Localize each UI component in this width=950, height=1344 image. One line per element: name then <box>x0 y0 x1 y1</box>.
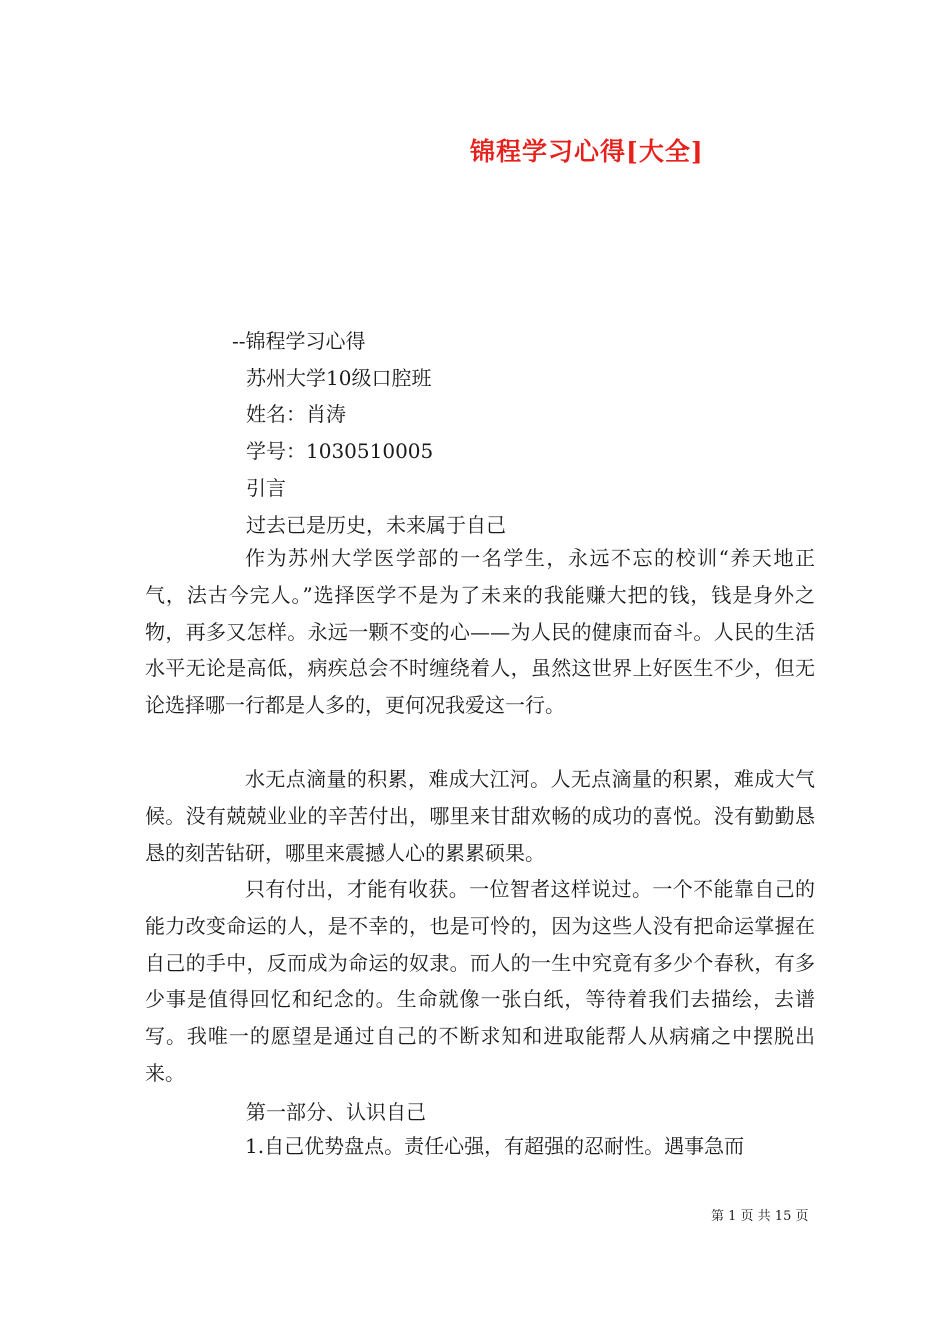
subtitle: --锦程学习心得 <box>232 329 366 353</box>
motto-line: 过去已是历史，未来属于自己 <box>246 513 506 537</box>
paragraph: 只有付出，才能有收获。一位智者这样说过。一个不能靠自己的能力改变命运的人，是不幸的，也是可怜的，因为这些人没有把命运掌握在自己的手中，反而成为命运的奴隶。而人的一生中究竟有多少个春秋，有多少事是值得回忆和纪念的。生命就像一张白纸，等待着我们去描绘，去谱写。我唯一的愿望是通过自己的不断求知和进取能帮人从病痛之中摆脱出来。 <box>145 877 815 1085</box>
paragraph: 作为苏州大学医学部的一名学生，永远不忘的校训“养天地正气，法古今完人。”选择医学不是为了未来的我能赚大把的钱，钱是身外之物，再多又怎样。永远一颗不变的心——为人民的健康而奋斗。人民的生活水平无论是高低，病疾总会不时缠绕着人，虽然这世界上好医生不少，但无论选择哪一行都是人多的，更何况我爱这一行。 <box>145 546 815 718</box>
paragraph-continued: 1.自己优势盘点。责任心强，有超强的忍耐性。遇事急而 <box>245 1134 745 1158</box>
student-id-line: 学号：1030510005 <box>246 439 434 463</box>
paragraph: 水无点滴量的积累，难成大江河。人无点滴量的积累，难成大气候。没有兢兢业业的辛苦付出，哪里来甘甜欢畅的成功的喜悦。没有勤勤恳恳的刻苦钻研，哪里来震撼人心的累累硕果。 <box>145 767 815 865</box>
name-line: 姓名：肖涛 <box>246 402 346 426</box>
document-title: 锦程学习心得[大全] <box>470 137 704 166</box>
section-heading: 第一部分、认识自己 <box>246 1100 426 1124</box>
page-footer: 第 1 页 共 15 页 <box>711 1209 809 1224</box>
intro-heading: 引言 <box>246 476 286 500</box>
school-line: 苏州大学10级口腔班 <box>246 366 432 390</box>
